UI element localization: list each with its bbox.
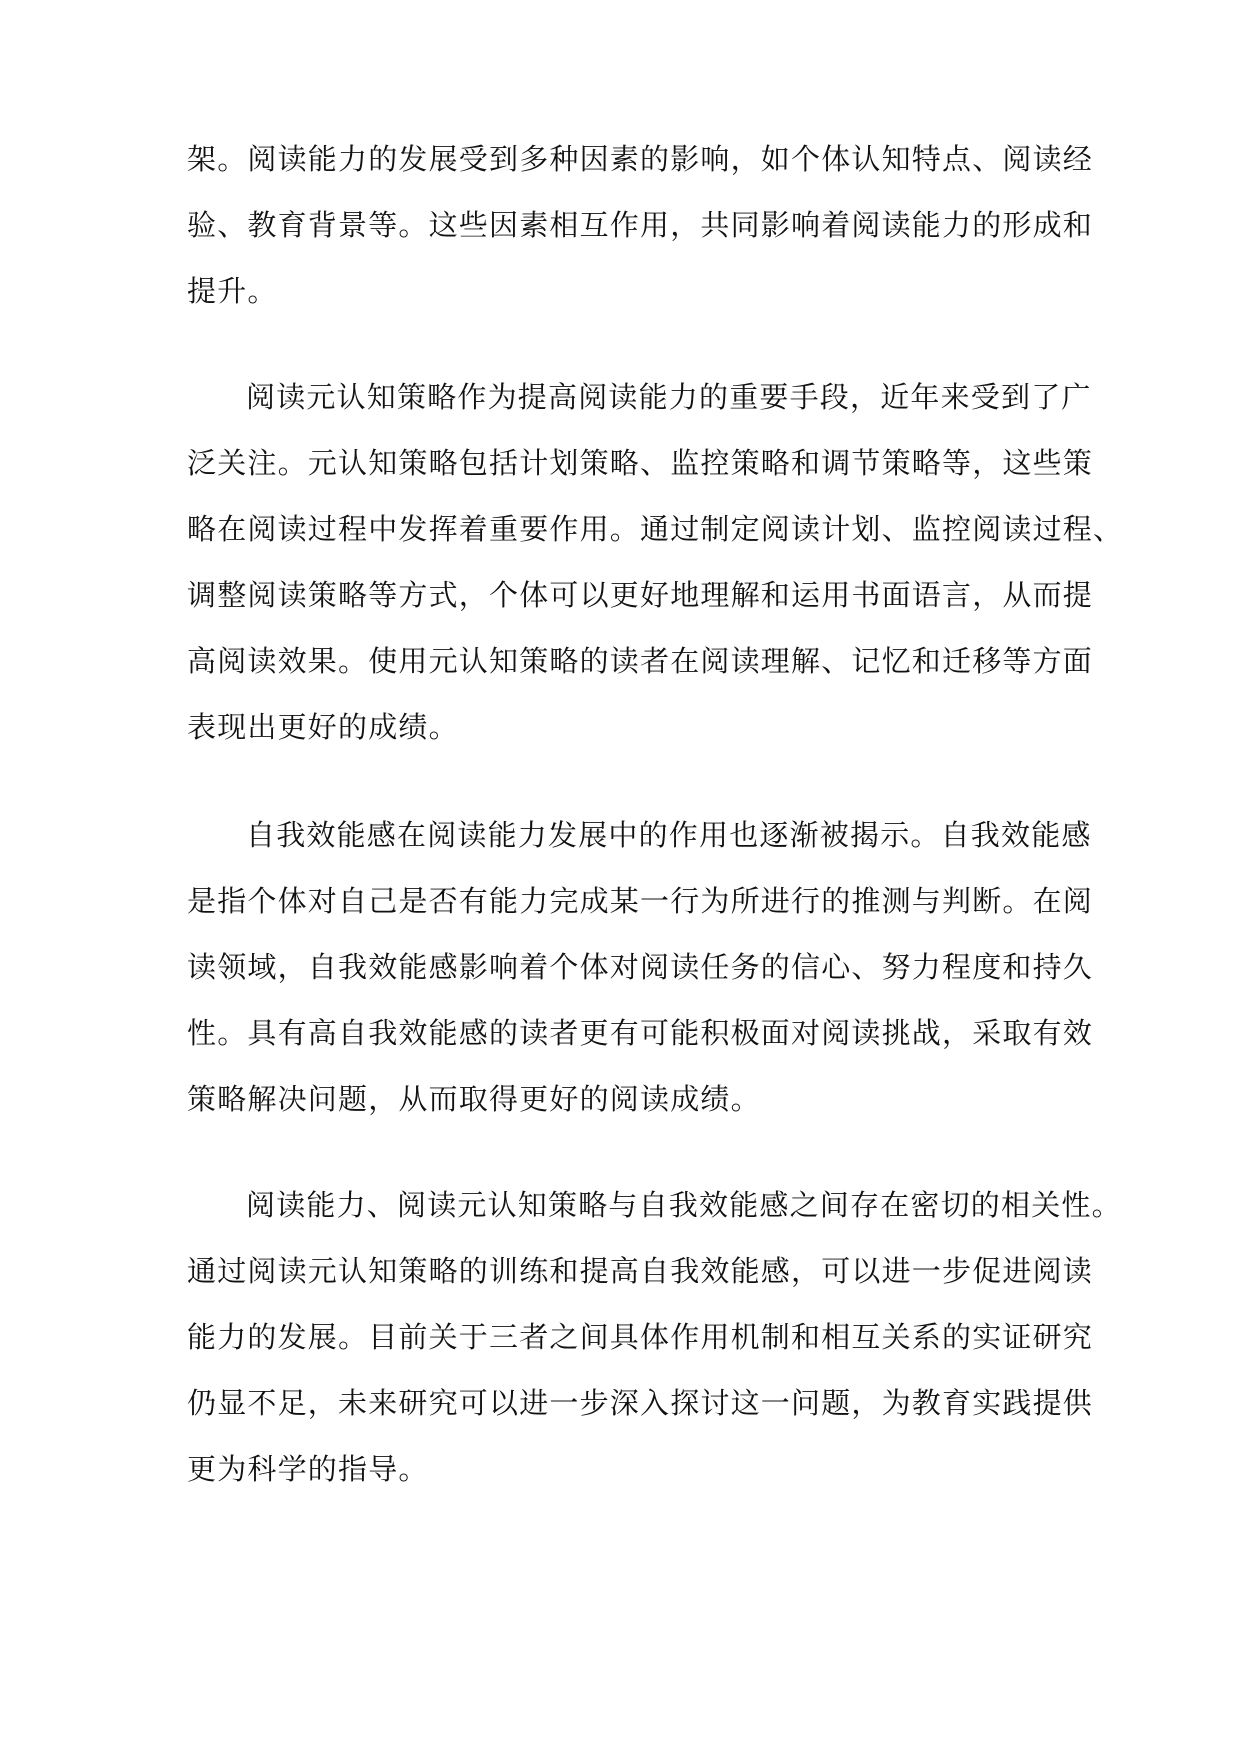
paragraph-line: 自我效能感在阅读能力发展中的作用也逐渐被揭示。自我效能感 [246,818,1092,852]
paragraph-line: 略在阅读过程中发挥着重要作用。通过制定阅读计划、监控阅读过程、 [187,512,1124,546]
paragraph-line: 能力的发展。目前关于三者之间具体作用机制和相互关系的实证研究 [187,1320,1094,1354]
paragraph-line: 更为科学的指导。 [187,1452,429,1486]
paragraph-line: 通过阅读元认知策略的训练和提高自我效能感，可以进一步促进阅读 [187,1254,1094,1288]
paragraph-line: 仍显不足，未来研究可以进一步深入探讨这一问题，为教育实践提供 [187,1386,1094,1420]
paragraph-line: 泛关注。元认知策略包括计划策略、监控策略和调节策略等，这些策 [187,446,1094,480]
paragraph-line: 调整阅读策略等方式，个体可以更好地理解和运用书面语言，从而提 [187,578,1094,612]
paragraph-line: 验、教育背景等。这些因素相互作用，共同影响着阅读能力的形成和 [187,208,1094,242]
paragraph-line: 架。阅读能力的发展受到多种因素的影响，如个体认知特点、阅读经 [187,142,1094,176]
paragraph-line: 提升。 [187,274,278,308]
paragraph-line: 表现出更好的成绩。 [187,710,459,744]
paragraph-line: 高阅读效果。使用元认知策略的读者在阅读理解、记忆和迁移等方面 [187,644,1094,678]
paragraph-line: 阅读元认知策略作为提高阅读能力的重要手段，近年来受到了广 [246,380,1092,414]
paragraph-line: 性。具有高自我效能感的读者更有可能积极面对阅读挑战，采取有效 [187,1016,1094,1050]
paragraph-line: 阅读能力、阅读元认知策略与自我效能感之间存在密切的相关性。 [246,1188,1122,1222]
paragraph-line: 读领域，自我效能感影响着个体对阅读任务的信心、努力程度和持久 [187,950,1094,984]
paragraph-line: 策略解决问题，从而取得更好的阅读成绩。 [187,1082,761,1116]
paragraph-line: 是指个体对自己是否有能力完成某一行为所进行的推测与判断。在阅 [187,884,1094,918]
